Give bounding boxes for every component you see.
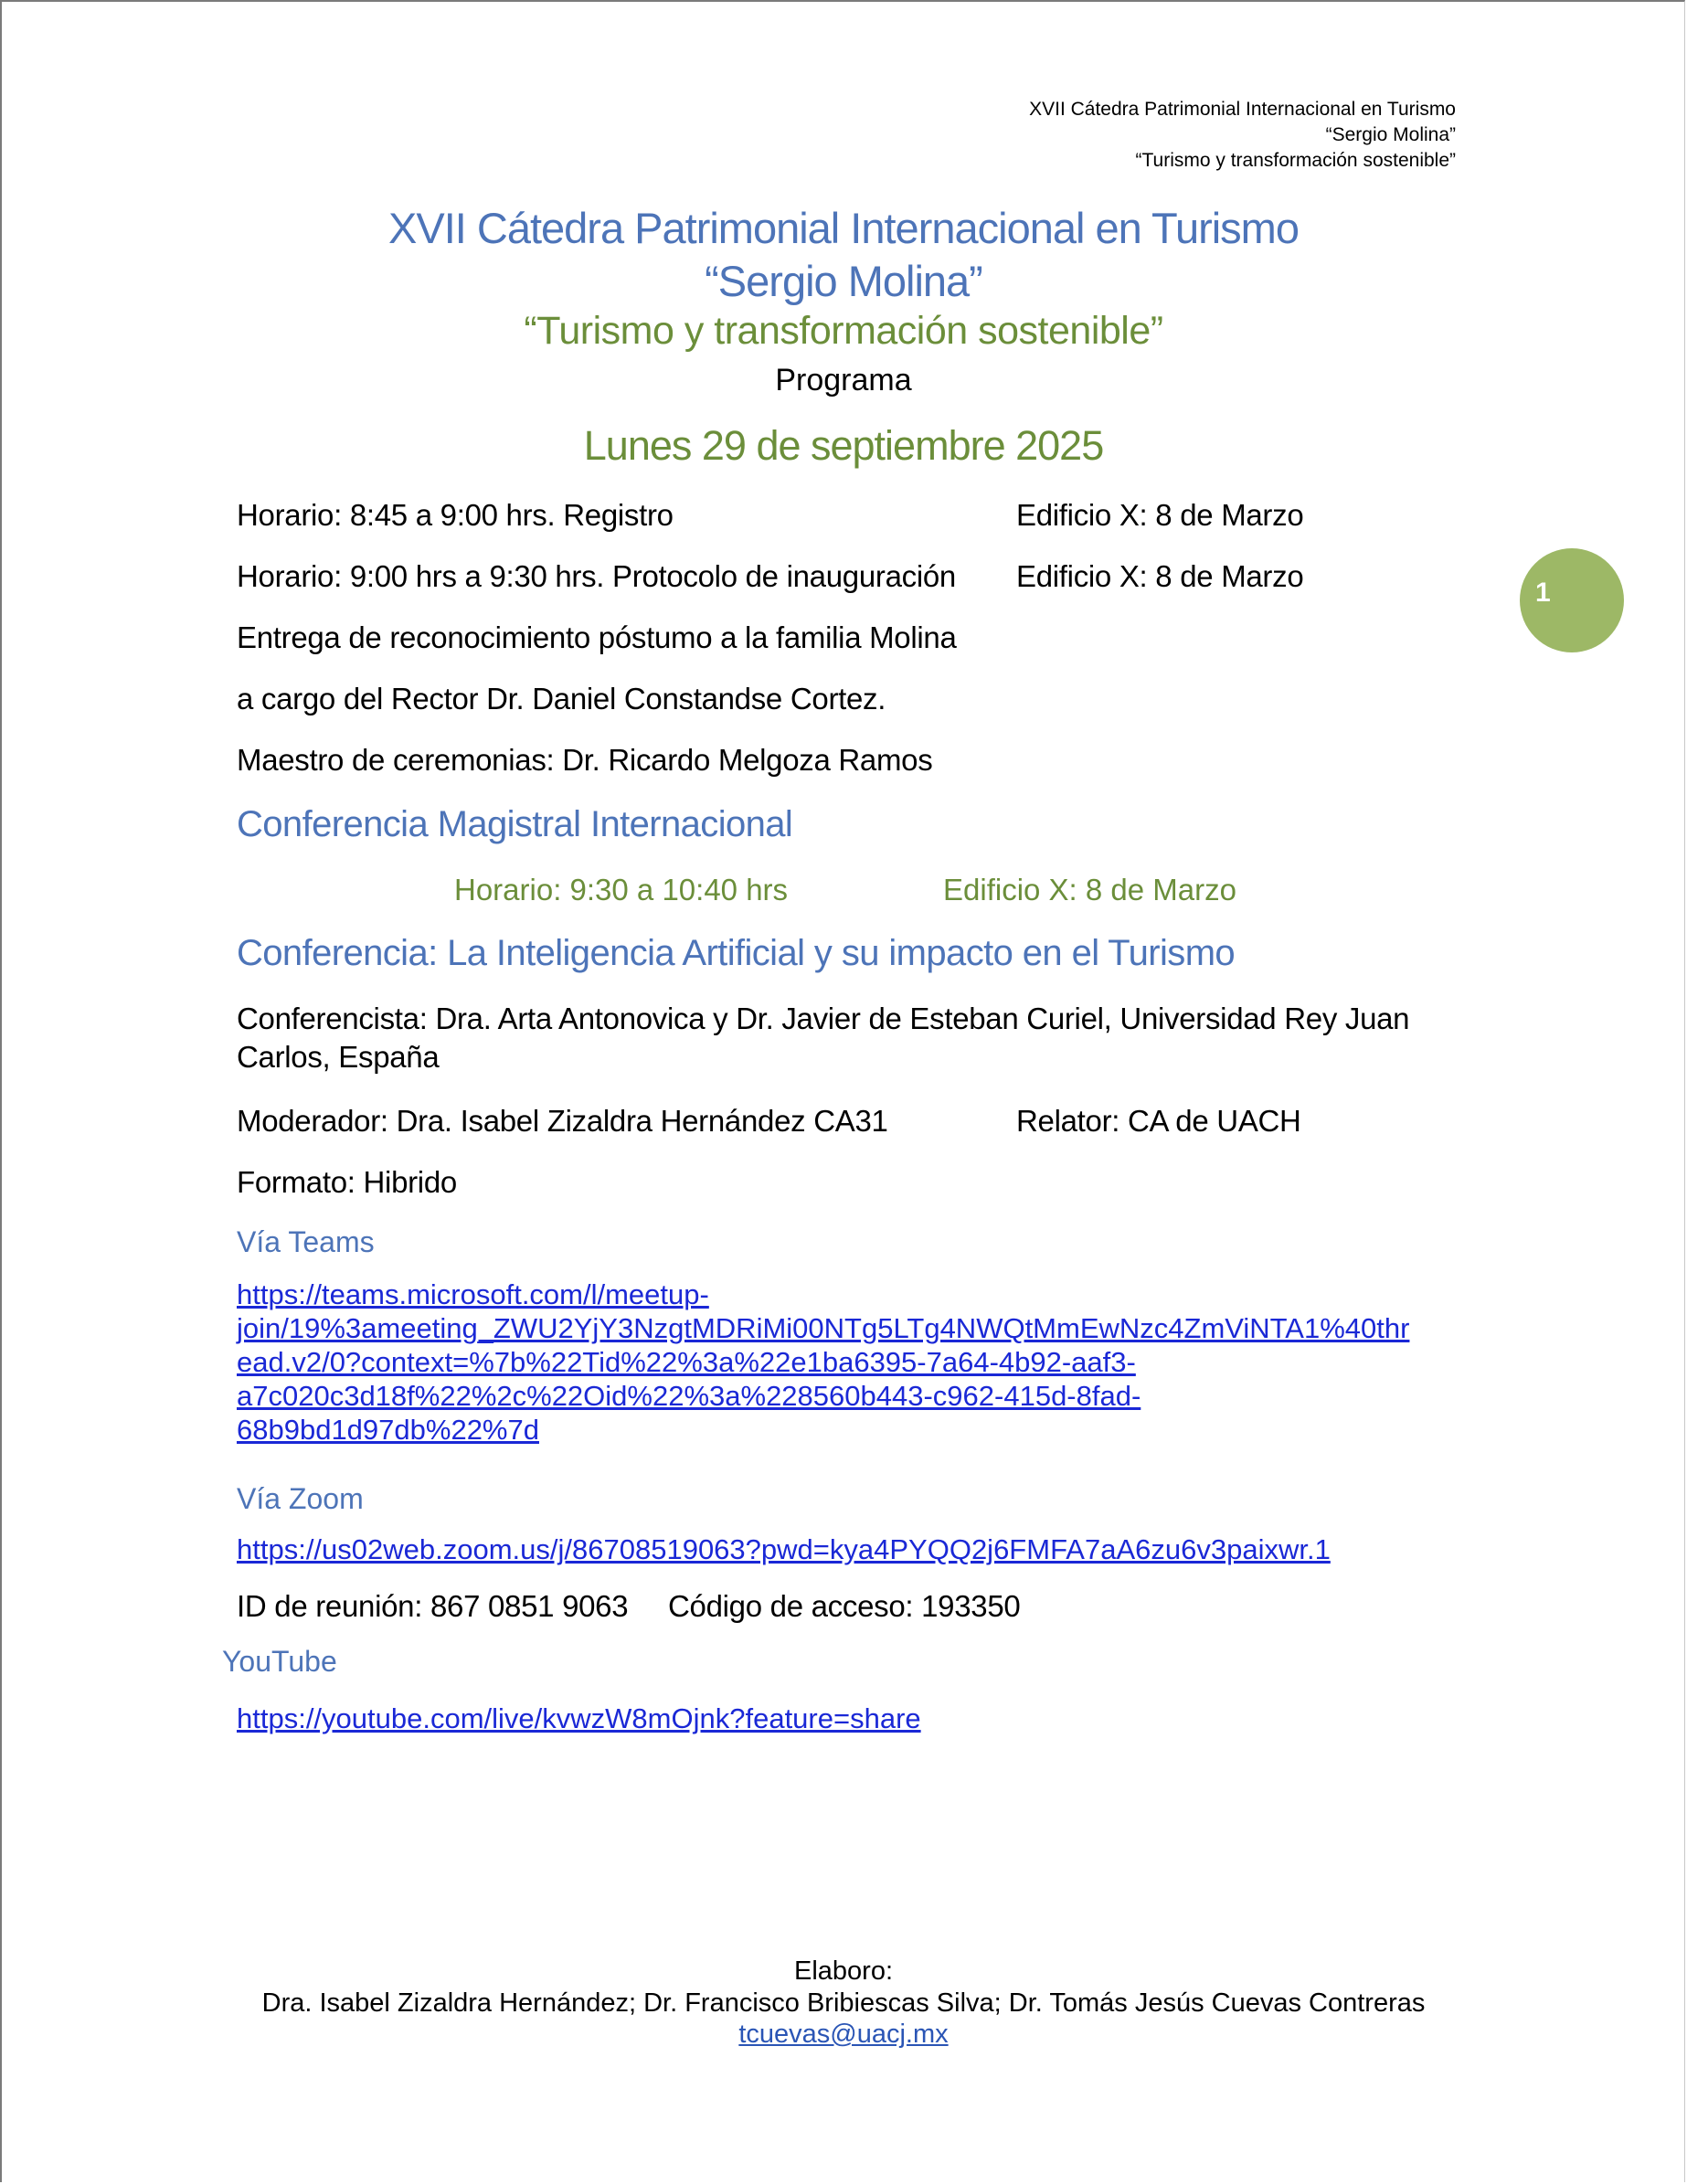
title-line1: XVII Cátedra Patrimonial Internacional en Turismo: [388, 204, 1299, 252]
youtube-label: YouTube: [222, 1645, 337, 1678]
youtube-link[interactable]: https://youtube.com/live/kvwzW8mOjnk?feature=share: [237, 1702, 921, 1734]
recognition-line1: Entrega de reconocimiento póstumo a la familia Molina: [237, 620, 957, 654]
schedule-time-2: Horario: 9:00 hrs a 9:30 hrs. Protocolo de inauguración: [237, 559, 956, 593]
zoom-passcode: Código de acceso: 193350: [668, 1589, 1021, 1623]
speaker-line2: Carlos, España: [237, 1040, 440, 1074]
running-header-line2: “Sergio Molina”: [1325, 124, 1456, 145]
footer-email-row: [0, 2020, 1687, 2050]
speaker-line1: Conferencista: Dra. Arta Antonovica y Dr. Javier de Esteban Curiel, Universidad Rey Juan: [237, 1002, 1410, 1035]
conference-place: Edificio X: 8 de Marzo: [943, 873, 1236, 906]
page-number: 1: [1535, 578, 1551, 608]
teams-url-line2[interactable]: join/19%3ameeting_ZWU2YjY3NzgtMDRiMi00NTg5LTg4NWQtMmEwNzc4ZmViNTA1%40thr: [237, 1312, 1410, 1344]
moderator: Moderador: Dra. Isabel Zizaldra Hernández CA31: [237, 1104, 888, 1138]
zoom-label: Vía Zoom: [237, 1482, 364, 1515]
teams-url-line3[interactable]: ead.v2/0?context=%7b%22Tid%22%3a%22e1ba6395-7a64-4b92-aaf3-: [237, 1346, 1136, 1378]
footer-authors: Dra. Isabel Zizaldra Hernández; Dr. Francisco Bribiescas Silva; Dr. Tomás Jesús Cuevas Contreras: [261, 1988, 1426, 2018]
event-date: Lunes 29 de septiembre 2025: [583, 422, 1104, 469]
teams-url-line1[interactable]: https://teams.microsoft.com/l/meetup-: [237, 1278, 709, 1310]
footer-email-link[interactable]: tcuevas@uacj.mx: [738, 2020, 949, 2049]
teams-link[interactable]: [237, 1278, 1409, 1447]
zoom-link[interactable]: https://us02web.zoom.us/j/86708519063?pwd=kya4PYQQ2j6FMFA7aA6zu6v3paixwr.1: [237, 1533, 1331, 1565]
program-label: Programa: [775, 363, 912, 398]
teams-label: Vía Teams: [237, 1225, 375, 1258]
conference-title: Conferencia: La Inteligencia Artificial y su impacto en el Turismo: [237, 933, 1236, 973]
teams-url-line5[interactable]: 68b9bd1d97db%22%7d: [237, 1414, 539, 1446]
conference-heading: Conferencia Magistral Internacional: [237, 804, 793, 844]
teams-url-line4[interactable]: a7c020c3d18f%22%2c%22Oid%22%3a%228560b443-c962-415d-8fad-: [237, 1380, 1141, 1412]
master-of-ceremonies: Maestro de ceremonias: Dr. Ricardo Melgoza Ramos: [237, 743, 933, 777]
relator: Relator: CA de UACH: [1016, 1104, 1301, 1138]
conference-time: Horario: 9:30 a 10:40 hrs: [454, 873, 789, 906]
schedule-time-1: Horario: 8:45 a 9:00 hrs. Registro: [237, 498, 674, 532]
format: Formato: Hibrido: [237, 1165, 457, 1199]
zoom-meeting-id: ID de reunión: 867 0851 9063: [237, 1589, 629, 1623]
recognition-line2: a cargo del Rector Dr. Daniel Constandse Cortez.: [237, 682, 886, 716]
footer-label: Elaboro:: [793, 1956, 893, 1986]
title-line3: “Turismo y transformación sostenible”: [524, 309, 1163, 353]
schedule-place-2: Edificio X: 8 de Marzo: [1016, 559, 1304, 593]
running-header-line3: “Turismo y transformación sostenible”: [1135, 150, 1456, 171]
schedule-place-1: Edificio X: 8 de Marzo: [1016, 498, 1304, 532]
running-header-line1: XVII Cátedra Patrimonial Internacional en Turismo: [1029, 99, 1456, 120]
title-line2: “Sergio Molina”: [705, 257, 982, 305]
